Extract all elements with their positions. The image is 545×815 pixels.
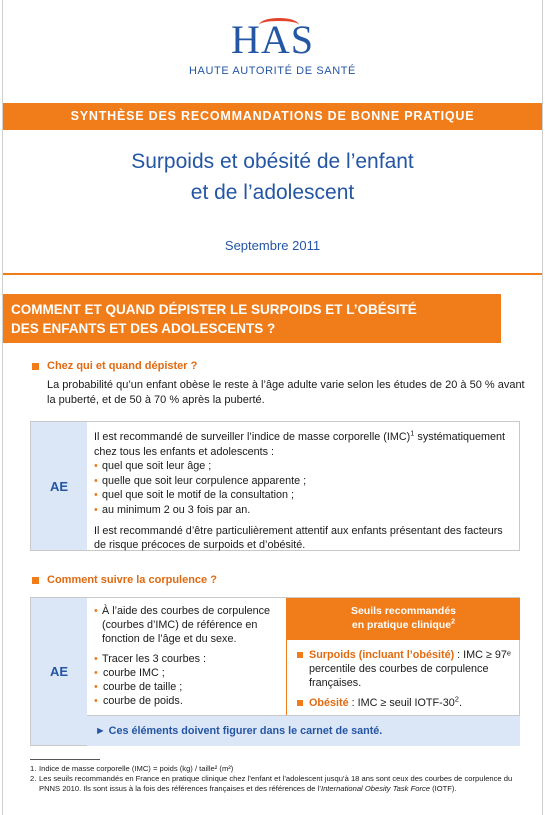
square-bullet-icon <box>297 700 303 706</box>
square-bullet-icon <box>32 577 39 584</box>
thresholds-panel <box>286 598 520 715</box>
publication-date: Septembre 2011 <box>224 238 321 253</box>
recommendation-paragraph-1: Il est recommandé de surveiller l’indice de masse corporelle (IMC)$^1$ systématiquement chez tous les enfants et adolescents : <box>94 428 506 458</box>
title-line-1: Surpoids et obésité de l’enfant <box>131 150 414 173</box>
screening-criteria-list <box>94 459 514 517</box>
footnote-2: 2. Les seuils recommandés en France en pratique clinique chez l’enfant et l’adolescent jusqu’à 18 ans sont ceux des courbes de corpulence du PNNS 2010. Ils sont issus à la fois des références françaises et des références de l’International Obesity Task Force (IOTF). <box>30 774 513 793</box>
square-bullet-icon <box>32 363 39 370</box>
list-item: • courbe IMC ; <box>94 666 282 680</box>
footnote-ref: 1 <box>410 428 415 438</box>
list-item: • quelle que soit leur corpulence apparente ; <box>94 474 514 489</box>
footnotes <box>30 764 525 794</box>
recommendation-content <box>94 430 514 553</box>
question-heading-who-when: Chez qui et quand dépister ? <box>32 360 197 372</box>
title-line-2: et de l’adolescent <box>190 181 355 204</box>
threshold-obesity: Obésité : IMC ≥ seuil IOTF-$30^2$. <box>297 696 512 710</box>
recommendation-paragraph-2: Il est recommandé d’être particulièrement attentif aux enfants présentant des facteurs de risque précoces de surpoids et d’obésité. <box>94 524 503 552</box>
curves-list <box>94 666 282 709</box>
list-item: • courbe de taille ; <box>94 680 282 694</box>
recommendation-box-screening <box>30 421 520 551</box>
section-title-line-1: COMMENT ET QUAND DÉPISTER LE SURPOIDS ET L’OBÉSITÉ <box>11 302 417 317</box>
document-type-band: SYNTHÈSE DES RECOMMANDATIONS DE BONNE PRATIQUE <box>3 103 542 130</box>
list-item: • quel que soit leur âge ; <box>94 459 514 474</box>
footnote-1: 1. Indice de masse corporelle (IMC) = poids (kg) / taille² (m²) <box>30 764 234 773</box>
threshold-overweight: Surpoids (incluant l’obésité) : IMC ≥ 97ᵉ percentile des courbes de corpulence françaises. <box>297 648 512 690</box>
list-item: • courbe de poids. <box>94 694 282 708</box>
separator-line <box>3 273 542 275</box>
page-title <box>0 146 545 208</box>
has-logo <box>0 14 545 77</box>
footnote-ref: 2 <box>451 616 456 626</box>
intro-paragraph: La probabilité qu’un enfant obèse le reste à l’âge adulte varie selon les études de 20 à 50 % avant la puberté, et de 50 à 70 % après la puberté. <box>47 379 525 406</box>
logo-mark: HAS <box>230 17 315 62</box>
logo-subtitle: HAUTE AUTORITÉ DE SANTÉ <box>188 65 356 77</box>
question-heading-follow-up: Comment suivre la corpulence ? <box>32 574 217 586</box>
list-item: • quel que soit le motif de la consultation ; <box>94 488 514 503</box>
list-item: • Tracer les 3 courbes : <box>94 652 282 666</box>
thresholds-panel-body <box>287 640 520 710</box>
health-record-note: ► Ces éléments doivent figurer dans le carnet de santé. <box>87 715 520 746</box>
square-bullet-icon <box>297 652 303 658</box>
grade-tag: AE <box>31 422 87 550</box>
follow-up-instructions <box>94 604 282 708</box>
grade-tag: AE <box>31 598 87 745</box>
section-title <box>3 294 501 343</box>
list-item: • au minimum 2 ou 3 fois par an. <box>94 503 514 518</box>
thresholds-panel-title: Seuils recommandés en pratique clinique$^2$ <box>287 598 520 640</box>
logo-arc-icon <box>259 18 299 32</box>
section-title-line-2: DES ENFANTS ET DES ADOLESCENTS ? <box>11 321 276 336</box>
recommendation-box-follow-up <box>30 597 520 746</box>
list-item: • À l’aide des courbes de corpulence (courbes d’IMC) de référence en fonction de l’âge et du sexe. <box>94 604 282 647</box>
footnote-separator <box>30 759 100 760</box>
footnote-ref: 2 <box>454 694 459 704</box>
